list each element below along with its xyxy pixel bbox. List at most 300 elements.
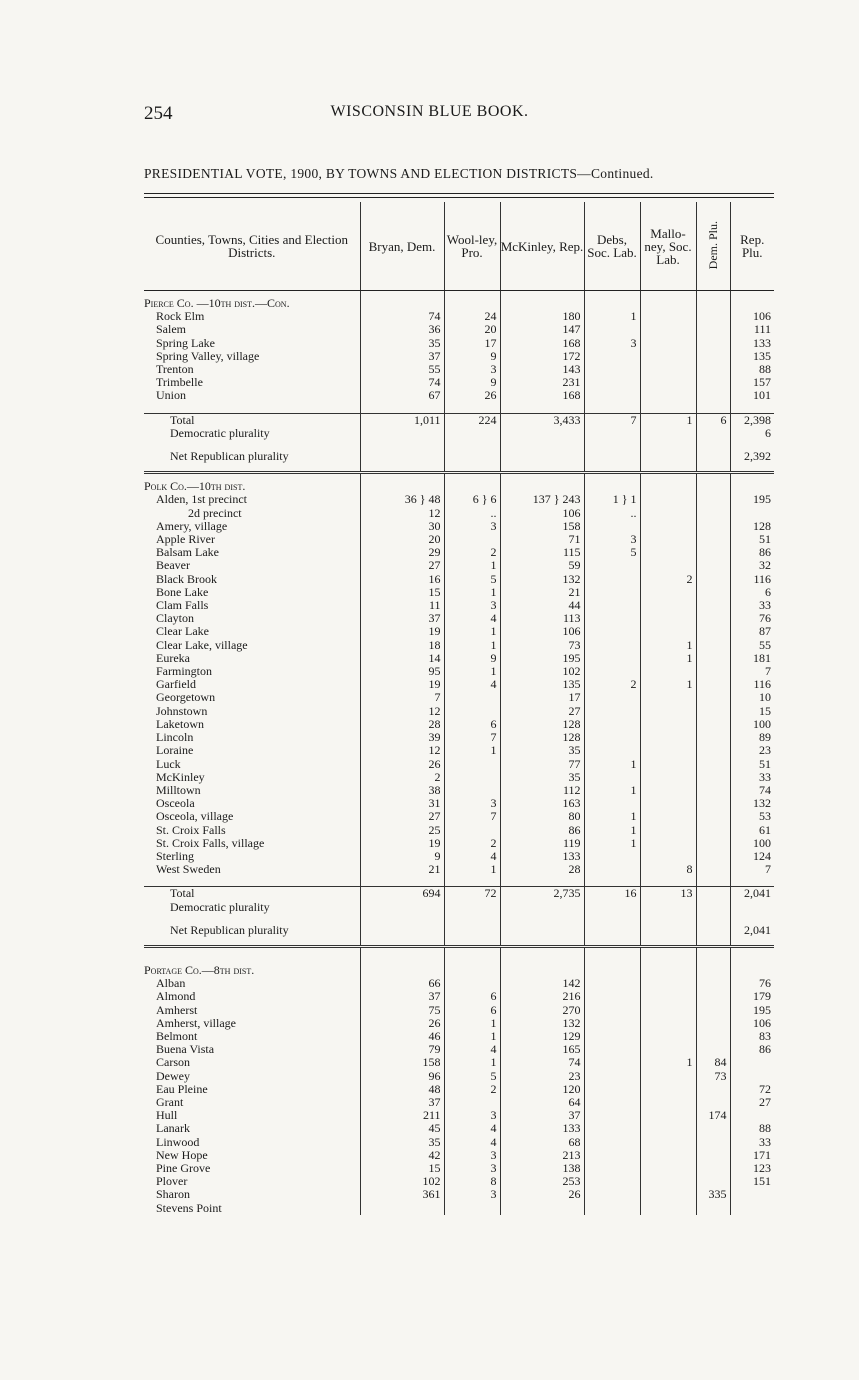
vote-cell: 253	[500, 1175, 584, 1188]
vote-cell	[444, 1096, 500, 1109]
vote-cell	[584, 427, 640, 440]
table-row	[144, 337, 774, 350]
vote-cell: 28	[500, 863, 584, 876]
vote-cell: 23	[730, 744, 774, 757]
vote-cell: 195	[730, 1004, 774, 1017]
district-cell: Loraine	[156, 744, 194, 758]
table-row	[144, 797, 774, 810]
table-row	[144, 586, 774, 599]
vote-cell	[696, 901, 730, 914]
vote-cell: 2	[444, 546, 500, 559]
dem-plurality-row	[144, 901, 774, 914]
vote-cell: 165	[500, 1043, 584, 1056]
vote-cell	[640, 291, 696, 311]
vote-cell: 79	[360, 1043, 444, 1056]
vote-cell: 18	[360, 639, 444, 652]
vote-cell: 48	[360, 1083, 444, 1096]
vote-cell	[584, 559, 640, 572]
vote-cell: 14	[360, 652, 444, 665]
vote-cell	[696, 546, 730, 559]
vote-cell: 151	[730, 1175, 774, 1188]
vote-cell: 89	[730, 731, 774, 744]
vote-cell	[640, 937, 696, 947]
vote-cell: 1	[444, 625, 500, 638]
table-row	[144, 977, 774, 990]
vote-cell: 181	[730, 652, 774, 665]
county-heading-pierce	[144, 291, 774, 311]
vote-cell: 27	[360, 559, 444, 572]
vote-cell	[444, 924, 500, 937]
vote-cell: 101	[730, 389, 774, 402]
vote-cell	[696, 691, 730, 704]
vote-cell	[584, 914, 640, 924]
table-row	[144, 691, 774, 704]
vote-cell	[640, 376, 696, 389]
vote-cell	[696, 586, 730, 599]
table-row	[144, 546, 774, 559]
vote-cell	[500, 946, 584, 958]
vote-cell	[360, 958, 444, 977]
vote-cell	[696, 924, 730, 937]
alden-precinct-2-row	[144, 507, 774, 520]
vote-cell: 168	[500, 337, 584, 350]
total-row	[144, 413, 774, 427]
vote-cell	[444, 463, 500, 473]
vote-cell	[696, 1122, 730, 1135]
district-cell: Farmington	[156, 665, 212, 679]
vote-cell: 1 } 1	[584, 493, 640, 506]
vote-cell: 1	[640, 652, 696, 665]
vote-cell	[584, 1017, 640, 1030]
vote-cell	[584, 691, 640, 704]
vote-cell	[584, 520, 640, 533]
vote-cell: 1	[640, 1056, 696, 1069]
district-cell: St. Croix Falls, village	[156, 836, 265, 850]
vote-cell	[640, 520, 696, 533]
vote-cell	[696, 1136, 730, 1149]
vote-cell: 59	[500, 559, 584, 572]
vote-cell: 68	[500, 1136, 584, 1149]
table-row	[144, 758, 774, 771]
vote-cell	[696, 678, 730, 691]
vote-cell: 128	[500, 731, 584, 744]
district-cell: Georgetown	[156, 691, 216, 705]
vote-cell	[444, 691, 500, 704]
district-cell: Portage Co.—8th dist.	[144, 962, 255, 977]
vote-cell: 26	[360, 758, 444, 771]
vote-cell	[500, 937, 584, 947]
vote-cell	[696, 744, 730, 757]
vote-cell: 86	[730, 1043, 774, 1056]
table-row	[144, 1070, 774, 1083]
vote-cell	[584, 1162, 640, 1175]
vote-cell	[730, 403, 774, 414]
vote-cell: 76	[730, 977, 774, 990]
vote-cell: 12	[360, 705, 444, 718]
vote-cell: 51	[730, 758, 774, 771]
vote-cell: 3	[444, 1149, 500, 1162]
col-header-dem-plu	[696, 202, 730, 291]
vote-cell	[640, 1030, 696, 1043]
vote-cell: 142	[500, 977, 584, 990]
district-cell: Belmont	[156, 1029, 198, 1043]
vote-cell	[584, 1149, 640, 1162]
spacer-row	[144, 403, 774, 414]
vote-cell	[584, 323, 640, 336]
vote-cell	[584, 1109, 640, 1122]
vote-cell	[500, 450, 584, 463]
vote-cell: 9	[444, 652, 500, 665]
vote-cell: 1	[444, 665, 500, 678]
vote-cell	[584, 946, 640, 958]
vote-cell	[696, 1017, 730, 1030]
vote-cell	[640, 493, 696, 506]
vote-cell	[640, 990, 696, 1003]
vote-cell	[584, 639, 640, 652]
table-row	[144, 612, 774, 625]
vote-cell	[696, 977, 730, 990]
vote-cell	[640, 718, 696, 731]
vote-cell	[730, 463, 774, 473]
vote-cell	[444, 758, 500, 771]
district-cell: Democratic plurality	[170, 426, 270, 440]
table-row	[144, 810, 774, 823]
vote-cell	[584, 473, 640, 494]
vote-cell	[444, 1202, 500, 1215]
vote-cell: 39	[360, 731, 444, 744]
vote-cell: 6 } 6	[444, 493, 500, 506]
vote-cell	[696, 937, 730, 947]
vote-cell: 102	[360, 1175, 444, 1188]
vote-cell: 112	[500, 784, 584, 797]
district-cell: Bone Lake	[156, 585, 209, 599]
district-cell: Salem	[156, 323, 186, 337]
vote-cell	[584, 1122, 640, 1135]
dem-plu-vertical-label: Dem. Plu.	[705, 220, 720, 270]
dem-plurality-row	[144, 427, 774, 440]
vote-cell	[696, 473, 730, 494]
vote-cell	[584, 1056, 640, 1069]
vote-cell: 36	[360, 323, 444, 336]
district-cell: Trimbelle	[156, 376, 203, 390]
district-cell: Black Brook	[156, 572, 217, 586]
vote-cell	[640, 625, 696, 638]
vote-cell: 132	[500, 573, 584, 586]
district-cell: Almond	[156, 990, 196, 1004]
vote-cell	[640, 924, 696, 937]
spacer-row	[144, 876, 774, 887]
vote-cell: 77	[500, 758, 584, 771]
vote-cell: 3	[444, 520, 500, 533]
vote-cell	[730, 946, 774, 958]
vote-cell	[584, 665, 640, 678]
vote-cell: 158	[360, 1056, 444, 1069]
table-row	[144, 863, 774, 876]
vote-cell	[444, 977, 500, 990]
table-row	[144, 1043, 774, 1056]
vote-cell	[500, 473, 584, 494]
table-row	[144, 1056, 774, 1069]
district-cell: Union	[156, 389, 186, 403]
vote-cell	[444, 450, 500, 463]
table-row	[144, 990, 774, 1003]
vote-cell	[696, 376, 730, 389]
spacer-row	[144, 914, 774, 924]
vote-cell	[696, 1083, 730, 1096]
vote-cell	[360, 924, 444, 937]
net-rep-plurality-row	[144, 450, 774, 463]
vote-cell	[640, 337, 696, 350]
district-cell: Clear Lake	[156, 625, 209, 639]
vote-cell: 361	[360, 1188, 444, 1201]
district-cell: Buena Vista	[156, 1043, 215, 1057]
vote-cell: 3	[444, 599, 500, 612]
vote-cell: 74	[730, 784, 774, 797]
vote-cell	[584, 573, 640, 586]
district-cell: New Hope	[156, 1148, 208, 1162]
vote-cell	[730, 440, 774, 450]
vote-cell: 115	[500, 546, 584, 559]
vote-cell	[584, 924, 640, 937]
vote-cell	[696, 718, 730, 731]
vote-cell	[640, 559, 696, 572]
vote-cell	[640, 427, 696, 440]
vote-cell	[640, 824, 696, 837]
vote-cell: 5	[584, 546, 640, 559]
vote-cell: 2,041	[730, 887, 774, 901]
vote-cell: 37	[360, 1096, 444, 1109]
vote-cell: 6	[730, 427, 774, 440]
vote-cell	[360, 463, 444, 473]
district-cell: Democratic plurality	[170, 900, 270, 914]
vote-cell: 2	[360, 771, 444, 784]
district-cell: Stevens Point	[156, 1201, 222, 1215]
vote-cell: 13	[640, 887, 696, 901]
vote-table-wrap	[144, 193, 774, 1215]
vote-cell: 76	[730, 612, 774, 625]
vote-cell	[360, 1202, 444, 1215]
vote-cell: 100	[730, 718, 774, 731]
vote-cell	[640, 533, 696, 546]
district-cell: Rock Elm	[156, 310, 205, 324]
vote-cell: 9	[444, 376, 500, 389]
vote-cell: 3	[584, 337, 640, 350]
vote-cell: 5	[444, 1070, 500, 1083]
vote-cell	[500, 924, 584, 937]
double-rule-row	[144, 463, 774, 473]
vote-cell: 28	[360, 718, 444, 731]
vote-cell: 1	[444, 1030, 500, 1043]
vote-cell: 123	[730, 1162, 774, 1175]
vote-cell: 3	[444, 797, 500, 810]
vote-cell	[696, 1004, 730, 1017]
table-row	[144, 350, 774, 363]
vote-cell: 138	[500, 1162, 584, 1175]
district-cell: Amherst	[156, 1003, 198, 1017]
vote-cell: 35	[360, 337, 444, 350]
vote-cell: 1	[584, 810, 640, 823]
vote-cell	[584, 705, 640, 718]
vote-cell: 35	[360, 1136, 444, 1149]
vote-cell	[584, 450, 640, 463]
vote-cell	[696, 520, 730, 533]
vote-cell: 116	[730, 573, 774, 586]
vote-cell: 80	[500, 810, 584, 823]
vote-cell: 3	[444, 1162, 500, 1175]
table-row	[144, 376, 774, 389]
vote-table	[144, 202, 774, 1215]
vote-cell: 35	[500, 744, 584, 757]
vote-cell	[360, 291, 444, 311]
vote-cell	[640, 450, 696, 463]
vote-cell	[640, 958, 696, 977]
vote-cell: 51	[730, 533, 774, 546]
vote-cell	[696, 493, 730, 506]
district-cell: McKinley	[156, 770, 205, 784]
vote-cell: 33	[730, 771, 774, 784]
vote-cell	[730, 1056, 774, 1069]
vote-cell: 3	[444, 1109, 500, 1122]
vote-cell	[444, 784, 500, 797]
vote-cell: 26	[500, 1188, 584, 1201]
vote-cell	[444, 824, 500, 837]
table-row	[144, 1030, 774, 1043]
vote-cell: 19	[360, 678, 444, 691]
vote-cell: 55	[360, 363, 444, 376]
vote-cell: 73	[696, 1070, 730, 1083]
vote-cell	[360, 937, 444, 947]
vote-cell	[640, 977, 696, 990]
vote-cell	[584, 389, 640, 402]
district-cell: Polk Co.—10th dist.	[144, 479, 246, 494]
vote-cell: ..	[584, 507, 640, 520]
district-cell: Net Republican plurality	[170, 450, 289, 464]
vote-cell: 1	[640, 413, 696, 427]
vote-cell: 72	[730, 1083, 774, 1096]
vote-cell: 5	[444, 573, 500, 586]
vote-cell: 1	[584, 837, 640, 850]
vote-cell: 36 } 48	[360, 493, 444, 506]
district-cell: Amery, village	[156, 519, 228, 533]
table-subtitle: PRESIDENTIAL VOTE, 1900, BY TOWNS AND ELECTION DISTRICTS—Continued.	[144, 166, 654, 181]
vote-cell	[696, 1096, 730, 1109]
top-double-rule	[144, 193, 774, 198]
vote-cell: 17	[444, 337, 500, 350]
vote-cell	[640, 1004, 696, 1017]
vote-cell	[640, 363, 696, 376]
vote-cell	[584, 744, 640, 757]
vote-cell	[584, 1175, 640, 1188]
vote-cell	[500, 403, 584, 414]
table-row	[144, 573, 774, 586]
vote-cell	[360, 914, 444, 924]
vote-cell: 55	[730, 639, 774, 652]
vote-cell: 10	[730, 691, 774, 704]
vote-cell	[696, 463, 730, 473]
vote-cell	[640, 850, 696, 863]
vote-cell: 195	[500, 652, 584, 665]
vote-cell: 1	[584, 310, 640, 323]
vote-cell: 2,041	[730, 924, 774, 937]
vote-cell: 171	[730, 1149, 774, 1162]
vote-cell: 3,433	[500, 413, 584, 427]
spacer-row	[144, 946, 774, 958]
running-head: WISCONSIN BLUE BOOK.	[330, 103, 529, 120]
vote-cell	[696, 559, 730, 572]
district-cell: Johnstown	[156, 704, 208, 718]
vote-cell	[696, 507, 730, 520]
vote-cell	[584, 612, 640, 625]
vote-cell	[360, 440, 444, 450]
vote-cell: 8	[444, 1175, 500, 1188]
header-row	[144, 202, 774, 291]
vote-cell	[640, 771, 696, 784]
vote-cell	[640, 946, 696, 958]
vote-cell: 74	[360, 310, 444, 323]
vote-cell: 37	[360, 990, 444, 1003]
vote-cell: 172	[500, 350, 584, 363]
district-cell: Clear Lake, village	[156, 638, 248, 652]
vote-cell: 6	[696, 413, 730, 427]
vote-cell: 4	[444, 1136, 500, 1149]
vote-cell: 67	[360, 389, 444, 402]
district-cell: Lanark	[156, 1122, 190, 1136]
vote-cell	[696, 652, 730, 665]
district-cell: Eureka	[156, 651, 190, 665]
vote-cell	[696, 914, 730, 924]
district-cell: St. Croix Falls	[156, 823, 226, 837]
col-header-malloney: Mallo-ney, Soc. Lab.	[640, 202, 696, 291]
vote-cell	[584, 1004, 640, 1017]
table-row	[144, 837, 774, 850]
vote-cell: 61	[730, 824, 774, 837]
district-cell: Alden, 1st precinct	[156, 493, 247, 507]
vote-cell: 88	[730, 363, 774, 376]
table-row	[144, 1004, 774, 1017]
vote-cell	[640, 810, 696, 823]
vote-cell: 31	[360, 797, 444, 810]
vote-cell	[444, 291, 500, 311]
table-row	[144, 850, 774, 863]
alden-precinct-row	[144, 493, 774, 506]
table-row	[144, 1122, 774, 1135]
vote-cell	[640, 1149, 696, 1162]
vote-cell: 1	[444, 1017, 500, 1030]
vote-cell	[584, 771, 640, 784]
vote-cell	[696, 990, 730, 1003]
vote-cell: 135	[730, 350, 774, 363]
vote-cell: 2	[444, 837, 500, 850]
vote-cell: ..	[444, 507, 500, 520]
district-cell: Grant	[156, 1095, 184, 1109]
col-header-district: Counties, Towns, Cities and Election Districts.	[144, 202, 360, 291]
district-cell: Luck	[156, 757, 181, 771]
vote-cell: 44	[500, 599, 584, 612]
vote-cell	[640, 1070, 696, 1083]
vote-cell	[360, 901, 444, 914]
vote-cell: 21	[360, 863, 444, 876]
total-row	[144, 887, 774, 901]
double-rule-row	[144, 937, 774, 947]
vote-cell	[444, 403, 500, 414]
vote-cell	[584, 850, 640, 863]
vote-cell	[584, 1083, 640, 1096]
district-cell: Clayton	[156, 612, 194, 626]
vote-cell: 132	[500, 1017, 584, 1030]
vote-cell	[696, 887, 730, 901]
vote-cell: 113	[500, 612, 584, 625]
vote-cell: 163	[500, 797, 584, 810]
